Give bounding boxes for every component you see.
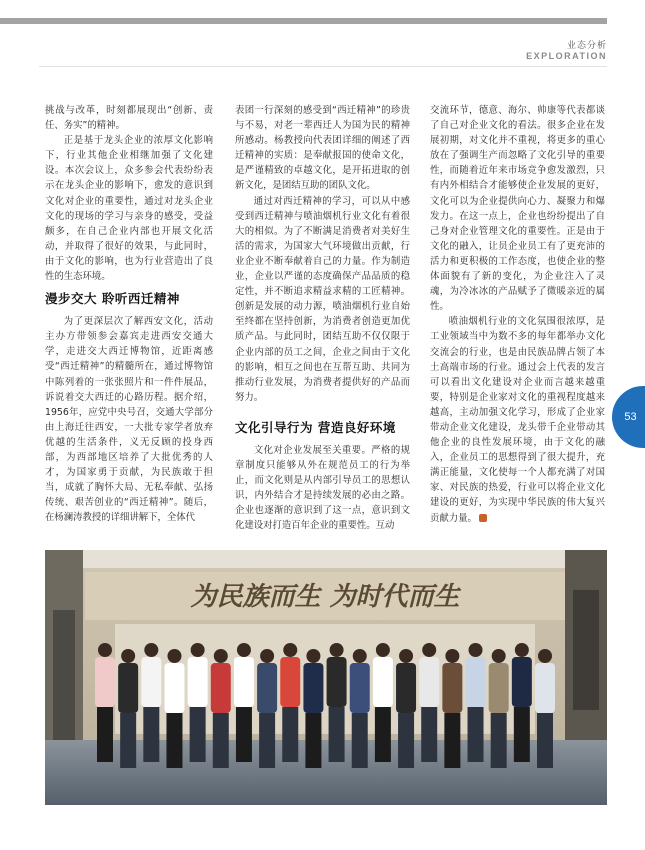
subheading-culture: 文化引导行为 营造良好环境: [235, 419, 396, 435]
article-column-2: [235, 103, 410, 533]
person-head: [353, 649, 367, 663]
person-legs: [444, 713, 460, 768]
person-head: [260, 649, 274, 663]
person-legs: [166, 713, 182, 768]
person-legs: [514, 707, 530, 762]
person-head: [492, 649, 506, 663]
person-head: [399, 649, 413, 663]
person-body: [211, 663, 231, 713]
person-body: [188, 657, 208, 707]
paragraph: 正是基于龙头企业的浓厚文化影响下，行业其他企业相继加强了文化建设。本次会议上，众多参会代表纷纷表示在龙头企业的影响下，愈发的意识到文化对企业的重要性，通过对龙头企业文化的现场的学习与亲身的感受，受益颇多，在自己企业内部也开展文化活动，并取得了很好的效果，与此同时，由于文化的影响，也为行业营造出了良性的生态环境。: [45, 135, 213, 283]
person-legs: [97, 707, 113, 762]
person-body: [280, 657, 300, 707]
paragraph: 通过对西迁精神的学习，可以从中感受到西迁精神与喷油烟机行业文化有着很大的相似。为了不断满足消费者对美好生活的需求，为国家大气环境做出贡献，行业企业不断奉献着自己的力量。作为制造业，企业以严谨的态度确保产品品质的稳定性，并不断追求精益求精的工匠精神。创新是发展的动力源，喷油烟机行业自始至终都在坚持创新，为消费者创造更加优质产品。与此同时，团结互助不仅仅限于企业内部的员工之间，企业之间由于文化的影响，相互之间也在互帮互助、共同为推动行业发展，为消费者提供好的产品而努力。: [235, 195, 410, 403]
article-column-3: [430, 103, 605, 526]
person-head: [306, 649, 320, 663]
person-legs: [120, 713, 136, 768]
person-head: [330, 643, 344, 657]
person-head: [214, 649, 228, 663]
person-legs: [421, 707, 437, 762]
person-legs: [375, 707, 391, 762]
person-legs: [352, 713, 368, 768]
person-head: [469, 643, 483, 657]
person-body: [303, 663, 323, 713]
person-legs: [282, 707, 298, 762]
person-body: [141, 657, 161, 707]
person-head: [121, 649, 135, 663]
person-head: [445, 649, 459, 663]
paragraph: 文化对企业发展至关重要。严格的规章制度只能够从外在规范员工的行为举止，而文化则是从内部引导员工的思想认识，内外结合才是持续发展的必由之路。企业也逐渐的意识到了这一点，意识到文化建设对打造百年企业的重要性。互动: [235, 444, 410, 532]
closing-paragraph-text: 喷油烟机行业的文化氛围很浓厚，是工业领域当中为数不多的每年都举办文化交流会的行业，也是由民族品牌占领了本土高端市场的行业。通过会上代表的发言可以看出文化建设对企业而言越来越重要，特别是企业家对文化的重视程度越来越高，主动加强文化学习，形成了企业家带动企业文化建设，龙头带千企业带动其他企业的良性发展环境，由于文化的融入，企业员工的思想得到了很大提升，充满正能量，文化使每一个人都充满了对国家、对民族的热爱，行业可以将企业文化建设的更好，为实现中华民族的伟大复兴贡献力量。: [430, 316, 605, 524]
person-body: [234, 657, 254, 707]
person-body: [95, 657, 115, 707]
person-legs: [259, 713, 275, 768]
person-head: [376, 643, 390, 657]
person-legs: [305, 713, 321, 768]
group-photo-illustration: [45, 550, 607, 805]
person-body: [327, 657, 347, 707]
person-head: [98, 643, 112, 657]
person-body: [164, 663, 184, 713]
person-body: [396, 663, 416, 713]
person-legs: [329, 707, 345, 762]
person-head: [283, 643, 297, 657]
person-body: [489, 663, 509, 713]
person-body: [442, 663, 462, 713]
person-head: [167, 649, 181, 663]
person-body: [535, 663, 555, 713]
person-legs: [398, 713, 414, 768]
person-body: [466, 657, 486, 707]
section-title-en: EXPLORATION: [526, 51, 607, 61]
person-body: [512, 657, 532, 707]
person-body: [257, 663, 277, 713]
article-column-1: [45, 103, 213, 525]
person-legs: [190, 707, 206, 762]
end-of-article-icon: [479, 514, 487, 522]
person-body: [419, 657, 439, 707]
person-head: [191, 643, 205, 657]
person-head: [422, 643, 436, 657]
paragraph: 挑战与改革，时刻都展现出“创新、责任、务实”的精神。: [45, 105, 213, 132]
person-legs: [143, 707, 159, 762]
person-legs: [491, 713, 507, 768]
paragraph: 交流环节，德意、海尔、帅康等代表都谈了自己对企业文化的看法。很多企业在发展初期，对文化并不重视，将更多的重心放在了强调生产而忽略了文化引导的重要性，而随着近年来市场竞争愈发激烈，只有内外相结合才能够使企业发展的更好，文化可以为企业提供向心力、凝聚力和爆发力。在这一点上，企业也纷纷提出了自己身对企业管理文化的重要性。正是由于文化的融入，让员企业员工有了更充沛的活力和更积极的工作态度，也使企业的整体面貌有了新的变化，为企业注入了灵魂，为冷冰冰的产品赋予了微暖亲近的属性。: [430, 105, 605, 313]
person-legs: [537, 713, 553, 768]
page-number-tab: 53: [612, 386, 645, 448]
group-photo: [45, 550, 607, 805]
subheading-xiqian: 漫步交大 聆听西迁精神: [45, 291, 180, 307]
person-head: [515, 643, 529, 657]
person-legs: [236, 707, 252, 762]
person-head: [237, 643, 251, 657]
paragraph: [430, 314, 605, 525]
person-body: [373, 657, 393, 707]
top-decor-bar: [0, 18, 607, 24]
person-legs: [468, 707, 484, 762]
person-head: [144, 643, 158, 657]
paragraph: 为了更深层次了解西安文化，活动主办方带领参会嘉宾走进西安交通大学，走进交大西迁博物馆，近距离感受“西迁精神”的精髓所在，通过博物馆中陈列着的一张张照片和一件件展品，诉说着交大西迁的心路历程。据介绍，1956年，应党中央号召，交通大学部分由上海迁往西安，一大批专家学者放弃优越的生活条件，义无反顾的投身西部，为西部地区培养了大批优秀的人才，为国家勇于贡献，为民族敢于担当，成就了胸怀大局、无私奉献、弘扬传统、艰苦创业的“西迁精神”。随后，在杨澜涛教授的详细讲解下，全体代: [45, 316, 213, 524]
wall-slogan: 为民族而生 为时代而生: [190, 582, 460, 612]
person-head: [538, 649, 552, 663]
person-body: [118, 663, 138, 713]
header-divider: [39, 66, 607, 67]
person-body: [350, 663, 370, 713]
paragraph: 表团一行深刻的感受到“西迁精神”的珍贵与不易，对老一辈西迁人为国为民的精神所感动。杨教授向代表团详细的阐述了西迁精神的实质：是奉献报国的使命文化，是严谨精致的卓越文化，是开拓进取的创新文化，是团结互助的团队文化。: [235, 105, 410, 192]
section-title-cn: 业态分析: [566, 41, 607, 51]
person-legs: [213, 713, 229, 768]
